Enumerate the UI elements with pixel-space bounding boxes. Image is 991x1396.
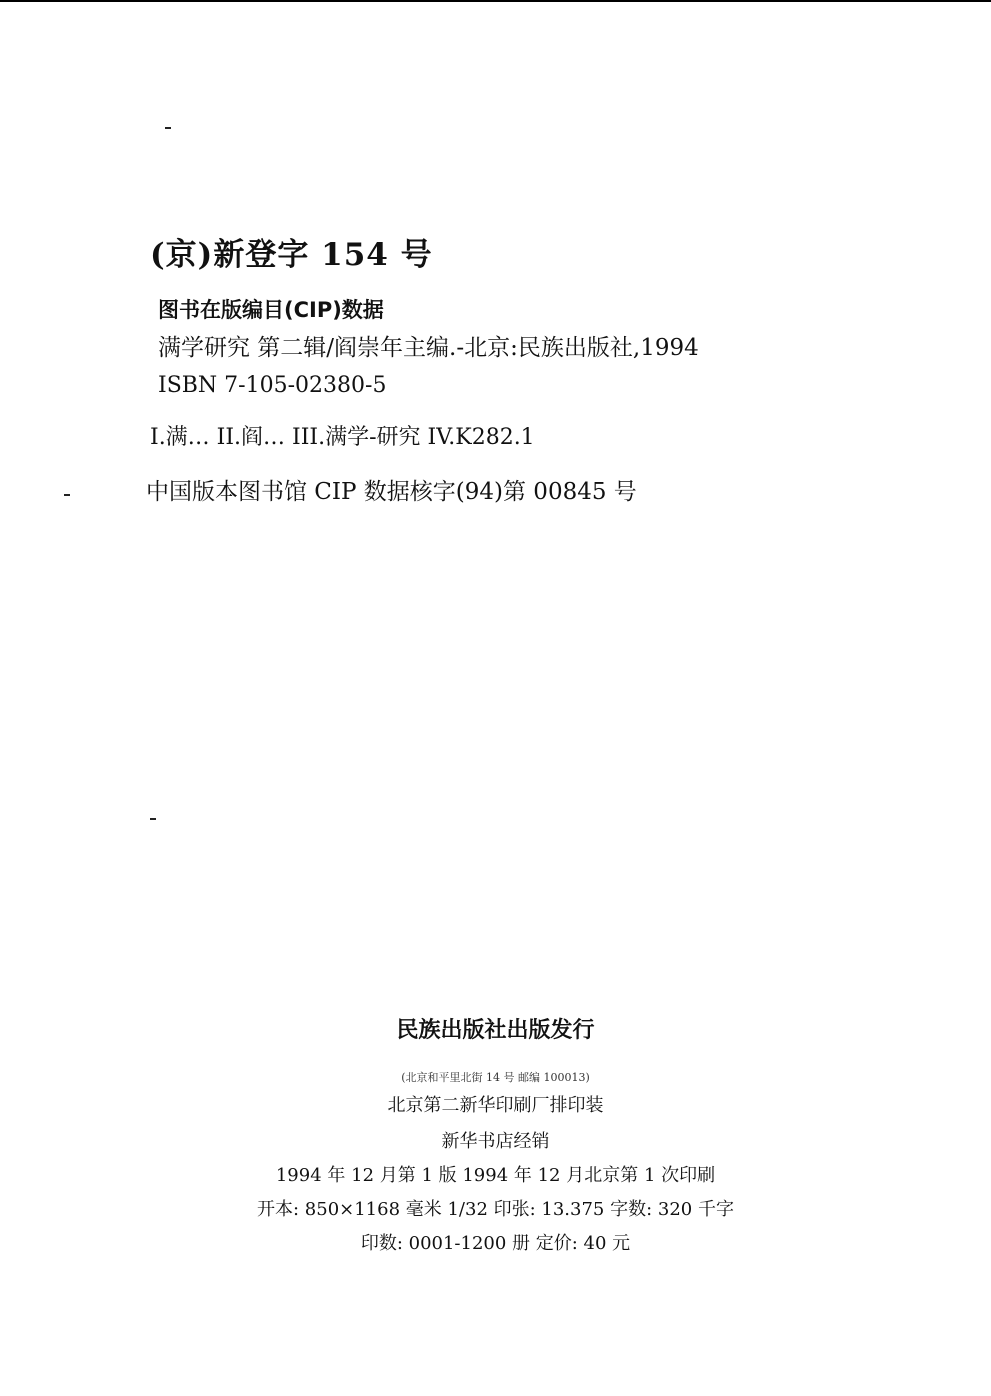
printer: 北京第二新华印刷厂排印装	[387, 1095, 604, 1116]
cip-approval-number: 中国版本图书馆 CIP 数据核字(94)第 00845 号	[146, 479, 637, 505]
cip-heading: 图书在版编目(CIP)数据	[158, 298, 384, 322]
scan-speck	[64, 494, 70, 496]
format-info: 开本: 850×1168 毫米 1/32 印张: 13.375 字数: 320 千字	[257, 1199, 734, 1220]
publication-permit: (京)新登字 154 号	[150, 237, 433, 273]
cip-record: 满学研究 第二辑/阎崇年主编.-北京:民族出版社,1994	[158, 335, 699, 361]
colophon	[0, 1020, 991, 1253]
cip-subjects: I.满… II.阎… III.满学-研究 IV.K282.1	[150, 425, 535, 450]
distributor: 新华书店经销	[441, 1131, 550, 1152]
scan-speck	[165, 127, 171, 129]
edition-info: 1994 年 12 月第 1 版 1994 年 12 月北京第 1 次印刷	[275, 1165, 716, 1186]
publisher: 民族出版社出版发行	[396, 1018, 595, 1043]
cip-isbn: ISBN 7-105-02380-5	[158, 373, 387, 398]
print-run-price: 印数: 0001-1200 册 定价: 40 元	[360, 1233, 631, 1254]
publisher-address: (北京和平里北街 14 号 邮编 100013)	[401, 1071, 590, 1084]
top-border-rule	[0, 0, 991, 2]
scan-speck	[150, 818, 156, 820]
